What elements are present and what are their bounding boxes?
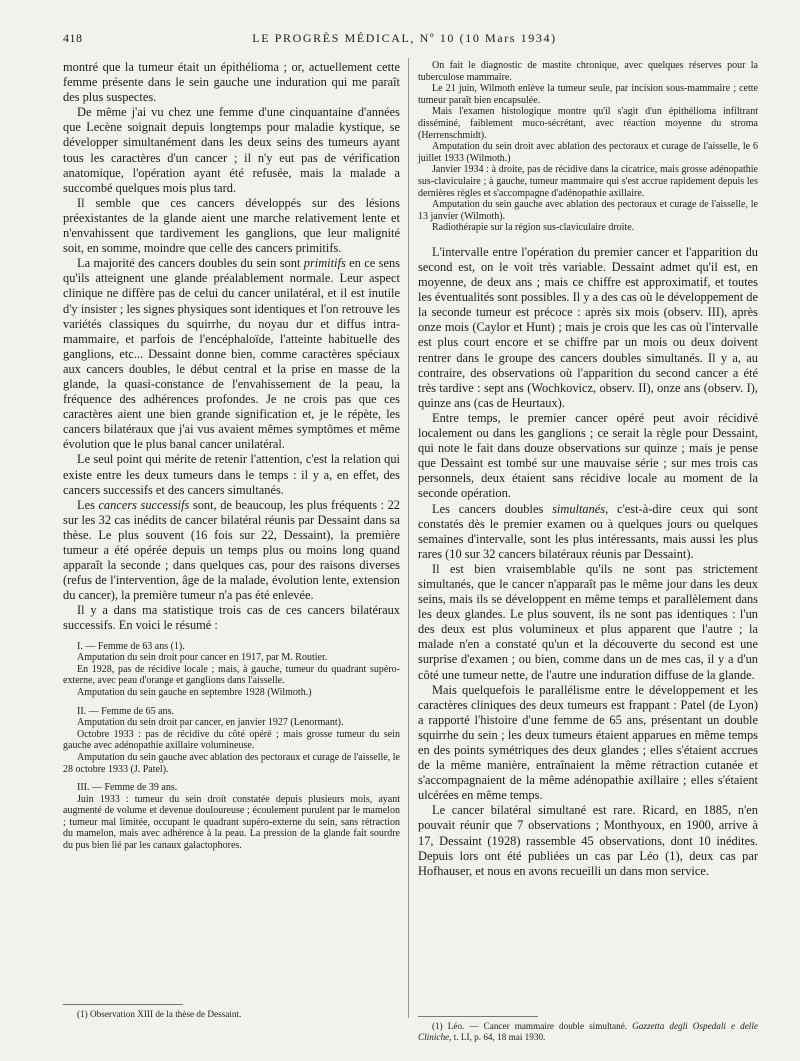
case-line: Juin 1933 : tumeur du sein droit constatée depuis plusieurs mois, ayant augmenté de volume et devenue douloureuse ; écoulement purulent par le mamelon ; tumeur mal limitée, occupant le quadrant supéro-externe du sein, sans rétraction du mamelon, mais avec adhérence à la peau. La pression de la glande fait sourdre du pus bien lié par les canaux galactophores. (63, 793, 400, 852)
paragraph: L'intervalle entre l'opération du premier cancer et l'apparition du second est, on le voit très variable. Dessaint admet qu'il est, en moyenne, de deux ans ; mais ce chiffre est approximatif, et toutes les éventualités sont possibles. Il y a des cas où le développement de la seconde tumeur est précoce : après six mois (observ. III), après onze mois (Caylor et Hunt) ; mais je crois que les cas où l'intervalle est plus court encore et se chiffre par un mois ou deux doivent rentrer dans le groupe des cancers doubles simultanés. Il y a, au contraire, des observations où l'apparition du second cancer a été très tardive : sept ans (Wochkovicz, observ. II), onze ans (observ. I), quinze ans (cas de Heurtaux). (418, 244, 758, 410)
footnote: (1) Léo. — Cancer mammaire double simultané. Gazzetta degli Ospedali e delle Cliniche, t. LI, p. 64, 18 mai 1930. (418, 1021, 758, 1042)
paragraph: Mais quelquefois le parallélisme entre le développement et les caractères cliniques des deux tumeurs est frappant : Patel (de Lyon) a rapporté l'histoire d'une femme de 65 ans, présentant un double squirrhe du sein ; les deux tumeurs étaient apparues en même temps en des points symétriques des deux glandes ; elles s'étaient accrues de la même manière, entraînaient la même rétraction cutanée et s'accompagnaient de la même adénopathie axillaire ; elles s'étaient ulcérées en même temps. (418, 682, 758, 803)
case-line: Amputation du sein droit pour cancer en 1917, par M. Routier. (77, 652, 328, 664)
footnote: (1) Observation XIII de la thèse de Dessaint. (77, 1009, 242, 1019)
paragraph: Le seul point qui mérite de retenir l'attention, c'est la relation qui existe entre les deux tumeurs dans le temps : il y a, en effet, des cancers successifs et des cancers simultanés. (63, 452, 400, 497)
case-line: Amputation du sein droit avec ablation des pectoraux et curage de l'aisselle, le 6 juillet 1933 (Wilmoth.) (418, 141, 758, 164)
paragraph: La majorité des cancers doubles du sein sont primitifs en ce sens qu'ils atteignent une glande préalablement normale. Leur aspect clinique ne diffère pas de celui du cancer unilatéral, et il est inutile d'y insister ; les signes physiques sont identiques et l'on retrouve les variétés classiques du squirrhe, du noyau dur et diffus intra-mammaire, et parfois de l'encéphaloïde, l'atteinte habituelle des ganglions, etc... Dessaint donne bien, comme caractères spéciaux aux cancers doubles, le début central et la prise en masse de la glande, la quasi-constance de l'envahissement de la peau, la fréquence des adhérences profondes. Je ne crois pas que ces caractères aient une bien grande signification et, je le répète, les cancers bilatéraux que j'ai vus avaient mêmes symptômes et même évolution que le plus banal cancer unilatéral. (63, 256, 400, 452)
case-line: Amputation du sein gauche avec ablation des pectoraux et curage de l'aisselle, le 13 janvier (Wilmoth). (418, 199, 758, 222)
paragraph: Il y a dans ma statistique trois cas de ces cancers bilatéraux successifs. En voici le résumé : (63, 603, 400, 633)
right-column (418, 60, 758, 879)
case-line: Amputation du sein gauche en septembre 1928 (Wilmoth.) (77, 686, 312, 698)
case-line: Le 21 juin, Wilmoth enlève la tumeur seule, par incision sous-mammaire ; cette tumeur paraît bien encapsulée. (418, 83, 758, 106)
column-divider (408, 58, 409, 1018)
case-line: Janvier 1934 : à droite, pas de récidive dans la cicatrice, mais grosse adénopathie sus-claviculaire ; à gauche, tumeur mammaire qui s'est accrue rapidement depuis les dernières règles et s'accompagne d'adénopathie axillaire. (418, 164, 758, 199)
left-column (63, 60, 400, 852)
paragraph: De même j'ai vu chez une femme d'une cinquantaine d'années que Lecène soignait depuis longtemps pour maladie kystique, se développer simultanément dans les deux seins des tumeurs ayant tous les caractères d'un cancer ; il n'y eut pas de vérification anatomique, l'opération ayant été refusée, mais la malade a succombé quelques mois plus tard. (63, 105, 400, 195)
right-footnote-block (418, 1008, 758, 1043)
case-line: Mais l'examen histologique montre qu'il s'agit d'un épithélioma infiltrant disséminé, faiblement muco-sécrétant, avec réaction moyenne du stroma (Herrenschmidt). (418, 106, 758, 141)
paragraph: Les cancers doubles simultanés, c'est-à-dire ceux qui sont constatés dès le premier examen ou à quelques jours ou quelques semaines d'intervalle, sont les plus intéressants, mais aussi les plus rares (10 sur 32 cancers bilatéraux réunis par Dessaint). (418, 501, 758, 561)
left-footnote-block (63, 996, 400, 1020)
paragraph: Les cancers successifs sont, de beaucoup, les plus fréquents : 22 sur les 32 cas inédits de cancer bilatéral réunis par Dessaint dans sa thèse. Le plus souvent (16 fois sur 22, Dessaint), la première tumeur a été opérée depuis un temps plus ou moins long quand apparaît la seconde ; dans quelques cas, pour des raisons diverses (refus de l'intervention, âge de la malade, évolution lente, extension du cancer), la première tumeur n'a pas été enlevée. (63, 497, 401, 603)
case-line: Amputation du sein droit par cancer, en janvier 1927 (Lenormant). (77, 717, 344, 729)
case-heading: II. — Femme de 65 ans. (77, 705, 174, 717)
case-line: En 1928, pas de récidive locale ; mais, à gauche, tumeur du quadrant supéro-externe, avec peau d'orange et ganglions dans l'aisselle. (63, 663, 400, 687)
paragraph: Entre temps, le premier cancer opéré peut avoir récidivé localement ou dans les ganglions ; ce serait la règle pour Dessaint, qui note le fait dans douze observations sur quinze ; mais je pense que Dessaint est tombé sur une mauvaise série ; sur mes trois cas personnels, deux étaient sans récidive locale au moment de la seconde opération. (418, 410, 758, 501)
page-header (63, 31, 746, 47)
paragraph: Il semble que ces cancers développés sur des lésions préexistantes de la glande aient une marche relativement lente et n'envahissent que tardivement les ganglions, que leur malignité soit, en somme, moindre que celle des cancers primitifs. (63, 195, 400, 256)
case-line: Amputation du sein gauche avec ablation des pectoraux et curage de l'aisselle, le 28 octobre 1933 (J. Patel). (63, 751, 400, 775)
footnote-rule (63, 1004, 183, 1005)
paragraph: Le cancer bilatéral simultané est rare. Ricard, en 1885, n'en pouvait réunir que 7 observations ; Monthyoux, en 1900, arrive à 17, Dessaint (1928) rassemble 45 observations, dont 10 inédites. Depuis lors ont été publiées un cas par Léo (1), deux cas par Hofhauser, et nous en avons recueilli un dans mon service. (418, 803, 758, 878)
case-line: Radiothérapie sur la région sus-claviculaire droite. (432, 222, 635, 234)
paragraph: Il est bien vraisemblable qu'ils ne sont pas strictement simultanés, que le cancer n'apparaît pas le même jour dans les deux seins, mais ils se développent en même temps et parallèlement dans les deux glandes. Le plus souvent, ils ne sont pas identiques : l'un des deux est plus volumineux et plus apparent que l'autre ; la malade n'en a constaté qu'un et la découverte du second est une surprise d'examen ; ou bien, comme dans un de mes cas, il y a d'un côté une tumeur nette, de l'autre une induration diffuse de la glande. (418, 561, 758, 682)
case-line: Octobre 1933 : pas de récidive du côté opéré ; mais grosse tumeur du sein gauche avec adénopathie axillaire volumineuse. (63, 728, 400, 752)
case-heading: I. — Femme de 63 ans (1). (77, 640, 185, 652)
case-heading: III. — Femme de 39 ans. (77, 782, 178, 794)
case-line: On fait le diagnostic de mastite chronique, avec quelques réserves pour la tuberculose mammaire. (418, 60, 758, 83)
page-number: 418 (63, 31, 83, 45)
paragraph: montré que la tumeur était un épithélioma ; or, actuellement cette femme présente dans le sein gauche une induration qui me paraît des plus suspectes. (63, 60, 400, 105)
running-title: LE PROGRÈS MÉDICAL, Nº 10 (10 Mars 1934) (252, 31, 557, 45)
footnote-rule (418, 1016, 538, 1017)
